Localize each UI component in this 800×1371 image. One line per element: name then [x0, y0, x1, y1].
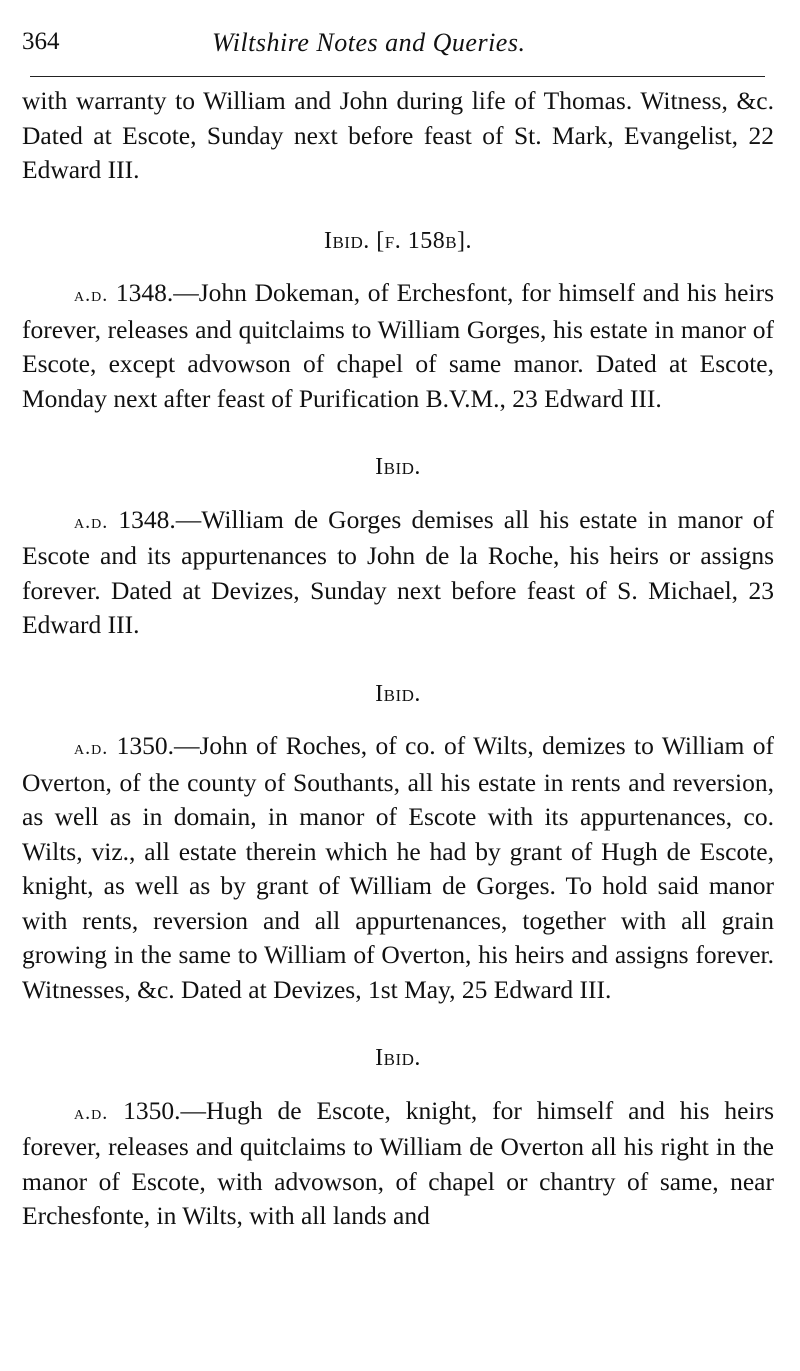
- entry-text: —William de Gorges demises all his estate in manor of Escote and its appurtenances to John de la Roche, his heirs or assigns forever. Dated at Devizes, Sunday next before feast of S. Michael, 23 Edward III.: [22, 504, 775, 639]
- entry-heading: Ibid.: [375, 680, 421, 707]
- ibid-label: Ibid.: [323, 227, 370, 254]
- entry-paragraph: [22, 729, 774, 1007]
- entry-text: —John of Roches, of co. of Wilts, demizes to William of Overton, of the county of Southants, all his estate in rents and reversion, as well as in domain, in manor of Escote with its appurtenances, co. Wilts, viz., all estate therein which he had by grant of Hugh de Escote, knight, as well as by grant of William de Gorges. To hold said manor with rents, reversion and all appurtenances, together with all grain growing in the same to William of Overton, his heirs and assigns forever. Witnesses, &c. Dated at Devizes, 1st May, 25 Edward III.: [22, 731, 774, 1004]
- date-prefix: a.d.: [74, 737, 109, 759]
- entry-heading: Ibid.: [375, 454, 421, 480]
- body-text: [22, 84, 774, 1234]
- date-prefix: a.d.: [74, 1101, 109, 1124]
- header-rule: [30, 76, 765, 77]
- entry-year: 1350.: [123, 1095, 181, 1125]
- entry-year: 1350.: [116, 731, 174, 760]
- running-title: Wiltshire Notes and Queries.: [212, 28, 526, 57]
- entry-text: —Hugh de Escote, knight, for himself and his heirs forever, releases and quitclaims to William de Overton all his right in the manor of Escote, with advowson, of chapel or chantry of same, near Erchesfonte, in Wilts, with all lands and: [22, 1095, 775, 1230]
- page-number: 364: [22, 28, 60, 55]
- page-header: [22, 22, 772, 62]
- entry-heading: [22, 224, 774, 259]
- entry-heading: Ibid.: [375, 1045, 421, 1071]
- continuation-paragraph: with warranty to William and John during life of Thomas. Witness, &c. Dated at Escote, Sunday next before feast of St. Mark, Evangelist, 22 Edward III.: [22, 86, 774, 184]
- entry-paragraph: [22, 276, 774, 416]
- entry-year: 1348.: [115, 278, 174, 307]
- date-prefix: a.d.: [74, 510, 109, 533]
- folio-reference: [f. 158b].: [376, 227, 473, 254]
- entry-paragraph: [22, 503, 774, 643]
- date-prefix: a.d.: [74, 284, 109, 306]
- entry-paragraph: [22, 1094, 774, 1234]
- entry-year: 1348.: [118, 504, 176, 534]
- entry-text: —John Dokeman, of Erchesfont, for himself and his heirs forever, releases and quitclaims to William Gorges, his estate in manor of Escote, except advowson of chapel of same manor. Dated at Escote, Monday next after feast of Purification B.V.M., 23 Edward III.: [22, 278, 774, 413]
